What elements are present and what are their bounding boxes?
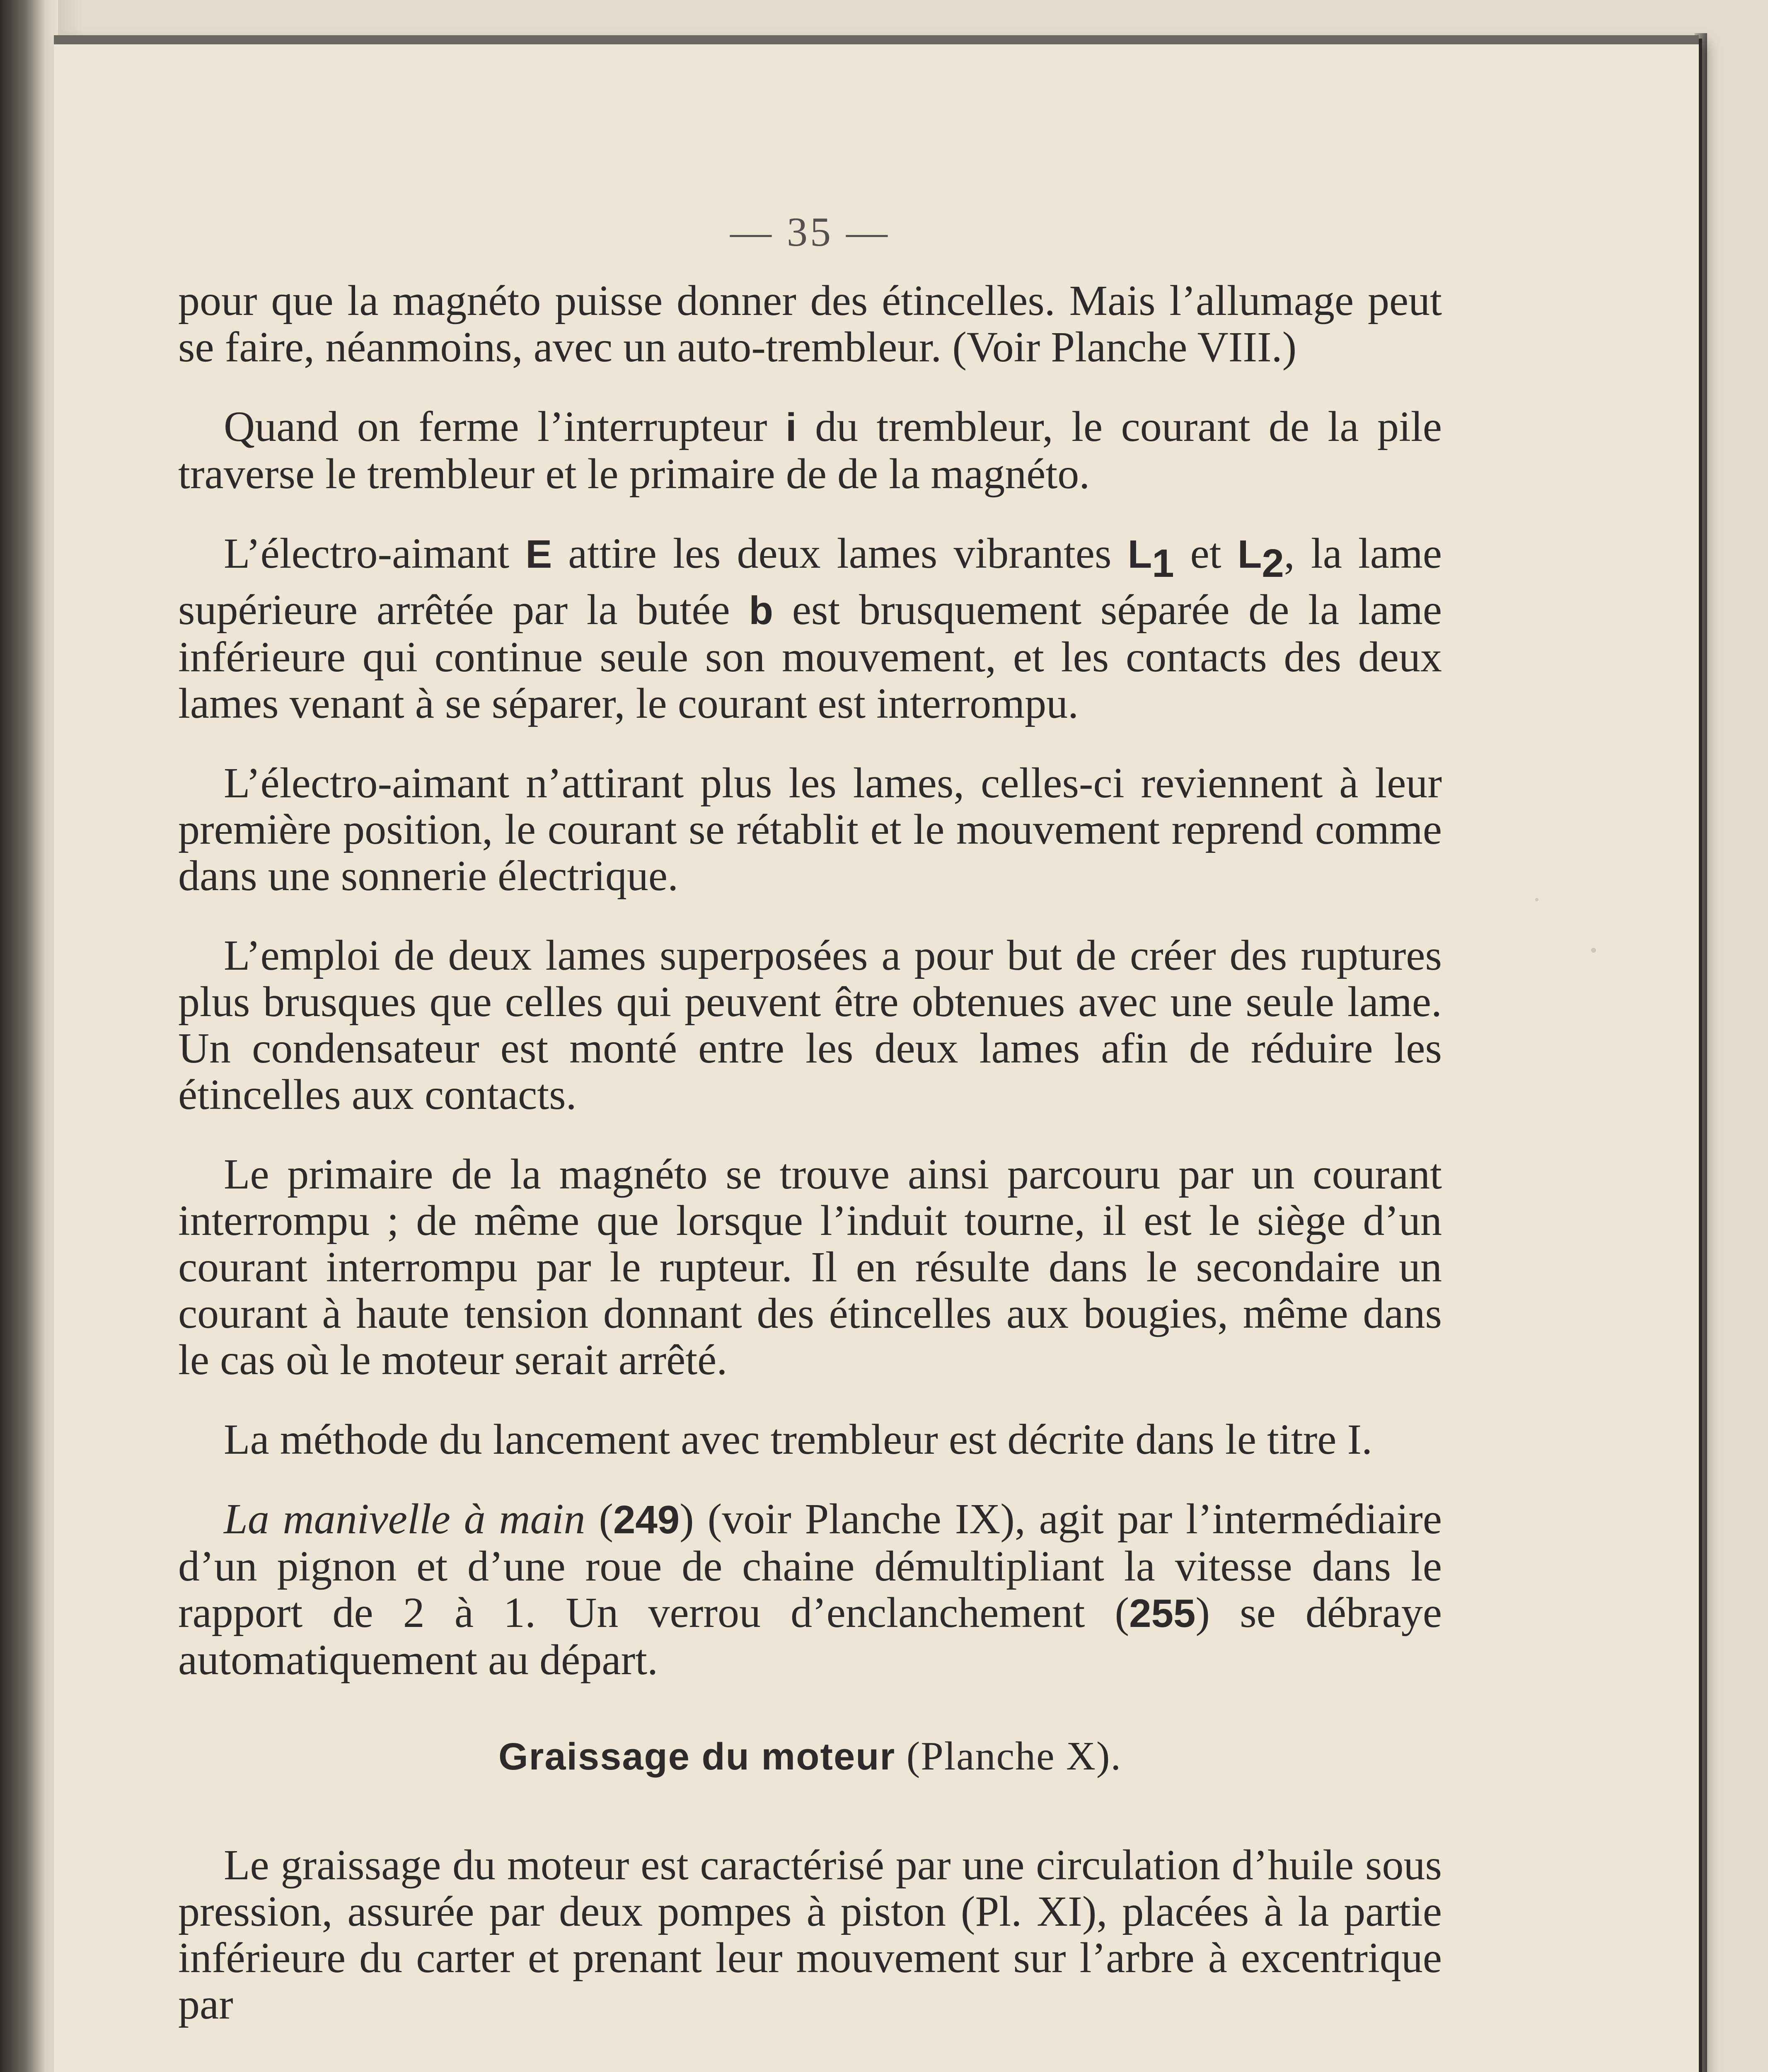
previous-page-edge: [0, 0, 58, 2072]
part-number: 255: [1129, 1591, 1196, 1636]
bold-symbol: i: [785, 405, 797, 450]
paragraph-text: La méthode du lancement avec trembleur est décrite dans le titre I.: [224, 1415, 1373, 1463]
paragraph: [178, 1416, 1442, 1463]
paragraph-text: Le graissage du moteur est caractérisé par une circulation d’huile sous pression, assurée par deux pompes à piston (Pl. XI), placées à la partie inférieure du carter et prenant leur mouvement sur l’arbre à excentrique par: [178, 1841, 1442, 2028]
paragraph-text: attire les deux lames vibrantes: [552, 530, 1128, 577]
paragraph-text: du trembleur, le courant de la pile traverse le trembleur et le primaire de de la magnéto.: [178, 403, 1442, 498]
paragraph: [178, 1842, 1442, 2028]
paragraph: [178, 1496, 1442, 1683]
paragraph: [178, 1151, 1442, 1383]
paper-speck: [1591, 948, 1596, 953]
page-text: [178, 207, 1442, 2061]
paragraph-text: , la lame supérieure arrêtée par la butée: [178, 530, 1442, 634]
italic-term: La manivelle à main: [224, 1495, 585, 1543]
bold-symbol: L: [1237, 532, 1262, 576]
paragraph-text: Quand on ferme l’interrupteur: [224, 403, 786, 450]
paragraph: [178, 530, 1442, 727]
bold-symbol: L: [1127, 532, 1152, 576]
paragraph-text: ) se débraye automatiquement au départ.: [178, 1588, 1442, 1684]
paragraph: [178, 278, 1442, 370]
paragraph: [178, 932, 1442, 1118]
bold-symbol: E: [525, 532, 552, 576]
paragraph-text: ) (voir Planche IX), agit par l’intermédiaire d’un pignon et d’une roue de chaine démultipliant la vitesse dans le rapport de 2 à 1. Un verrou d’enclanchement (: [178, 1495, 1442, 1636]
paragraph-text: est brusquement séparée de la lame inférieure qui continue seule son mouvement, et les contacts des deux lames venant à se séparer, le courant est interrompu.: [178, 586, 1442, 727]
paper-speck: [1535, 898, 1538, 901]
bold-symbol: b: [749, 588, 774, 633]
paragraph-text: Le primaire de la magnéto se trouve ainsi parcouru par un courant interrompu ; de même que lorsque l’induit tourne, il est le siège d’un courant interrompu par le rupteur. Il en résulte dans le secondaire un courant à haute tension donnant des étincelles aux bougies, même dans le cas où le moteur serait arrêté.: [178, 1150, 1442, 1384]
paragraph-text: et: [1174, 530, 1238, 577]
paragraph-text: L’emploi de deux lames superposées a pour but de créer des ruptures plus brusques que celles qui peuvent être obtenues avec une seule lame. Un condensateur est monté entre les deux lames afin de réduire les étincelles aux contacts.: [178, 931, 1442, 1118]
paragraph-text: L’électro-aimant n’attirant plus les lames, celles-ci reviennent à leur première position, le courant se rétablit et le mouvement reprend comme dans une sonnerie électrique.: [178, 759, 1442, 900]
paragraph: [178, 404, 1442, 497]
part-number: 249: [613, 1497, 680, 1542]
section-heading: [178, 1733, 1442, 1780]
paragraph: [178, 760, 1442, 899]
paragraph-text: pour que la magnéto puisse donner des étincelles. Mais l’allumage peut se faire, néanmoins, avec un auto-trembleur. (Voir Planche VIII.): [178, 277, 1442, 371]
subscript: 2: [1262, 541, 1284, 586]
paragraph-text: L’électro-aimant: [224, 530, 526, 577]
heading-reference: (Planche X).: [895, 1733, 1122, 1779]
heading-title: Graissage du moteur: [498, 1735, 896, 1778]
page-number: — 35 —: [730, 209, 890, 255]
subscript: 1: [1152, 541, 1174, 586]
paragraph-text: (: [585, 1495, 613, 1543]
